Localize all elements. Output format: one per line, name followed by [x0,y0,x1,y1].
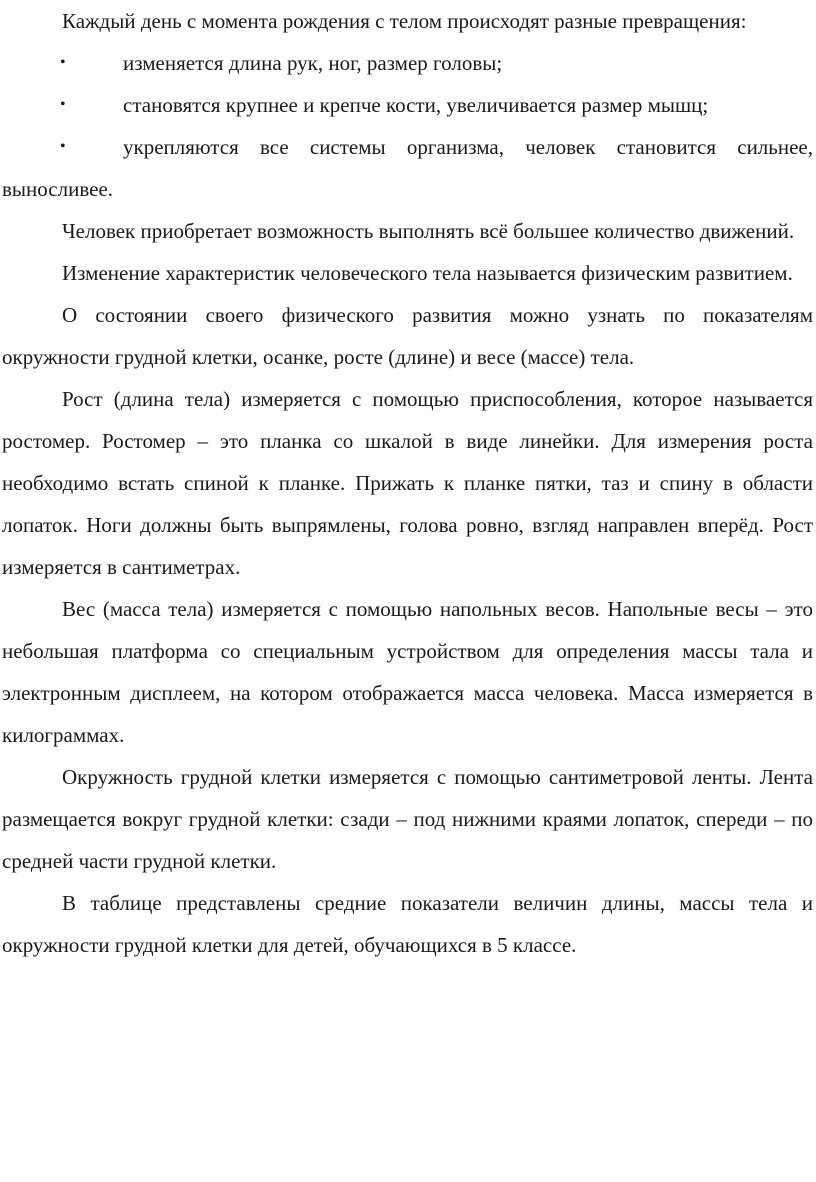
bullet-dot-icon: • [60,54,66,71]
paragraph-table-intro: В таблице представлены средние показатели величин длины, массы тела и окружности грудной клетки для детей, обучающихся в 5 классе. [2,891,813,957]
paragraph-movements: Человек приобретает возможность выполнять всё большее количество движений. [62,219,795,243]
bullet-item [2,42,813,84]
bullet-dot-icon: • [60,96,66,113]
bullet-dot-icon: • [60,138,66,155]
paragraph-physical-development: Изменение характеристик человеческого тела называется физическим развитием. [62,261,793,285]
bullet-text: становятся крупнее и крепче кости, увеличивается размер мышц; [123,93,709,117]
paragraph-height: Рост (длина тела) измеряется с помощью приспособления, которое называется ростомер. Ростомер – это планка со шкалой в виде линейки. Для измерения роста необходимо встать спиной к планке. Прижать к планке пятки, таз и спину в области лопаток. Ноги должны быть выпрямлены, голова ровно, взгляд направлен вперёд. Рост измеряется в сантиметрах. [2,387,813,579]
paragraph-chest: Окружность грудной клетки измеряется с помощью сантиметровой ленты. Лента размещается вокруг грудной клетки: сзади – под нижними краями лопаток, спереди – по средней части грудной клетки. [2,765,813,873]
document-body [2,0,813,966]
bullet-text: укрепляются все системы организма, человек становится сильнее, выносливее. [2,135,813,201]
paragraph-indicators: О состоянии своего физического развития можно узнать по показателям окружности грудной клетки, осанке, росте (длине) и весе (массе) тела. [2,303,813,369]
bullet-item [2,126,813,210]
paragraph-weight: Вес (масса тела) измеряется с помощью напольных весов. Напольные весы – это небольшая платформа со специальным устройством для определения массы тала и электронным дисплеем, на котором отображается масса человека. Масса измеряется в килограммах. [2,597,813,747]
bullet-text: изменяется длина рук, ног, размер головы; [123,51,503,75]
bullet-item [2,84,813,126]
intro-paragraph: Каждый день с момента рождения с телом происходят разные превращения: [62,9,747,33]
